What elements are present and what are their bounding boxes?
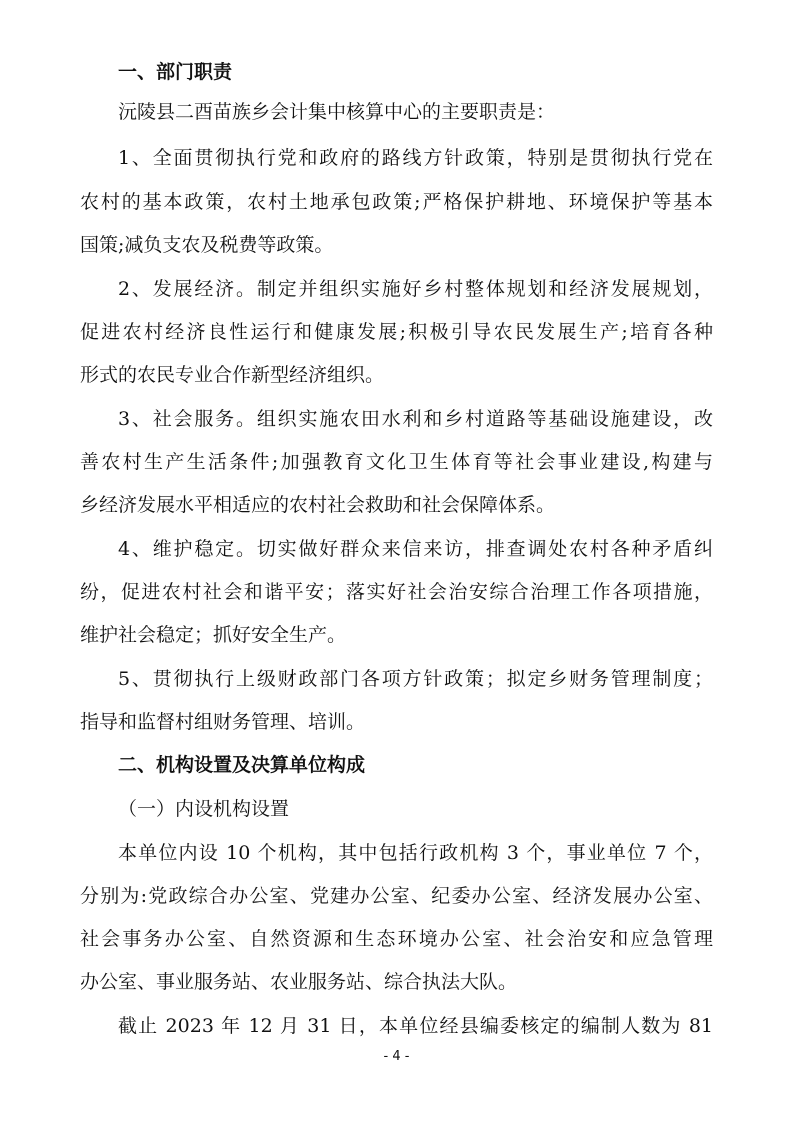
- para-line2: 分别为:党政综合办公室、党建办公室、纪委办公室、经济发展办公室、: [80, 885, 713, 907]
- item4-line2: 纷，促进农村社会和谐平安；落实好社会治安综合治理工作各项措施，: [80, 581, 713, 603]
- item2-line3: 形式的农民专业合作新型经济组织。: [80, 364, 385, 386]
- item1-line3: 国策;减负支农及税费等政策。: [80, 234, 334, 256]
- item4-line3: 维护社会稳定；抓好安全生产。: [80, 624, 347, 646]
- section1-heading: 一、部门职责: [118, 61, 233, 83]
- section2-heading: 二、机构设置及决算单位构成: [118, 754, 366, 776]
- item2-line2: 促进农村经济良性运行和健康发展;积极引导农民发展生产;培育各种: [80, 321, 713, 343]
- item3-line1: 3、社会服务。组织实施农田水利和乡村道路等基础设施建设，改: [118, 408, 713, 430]
- section1-intro: 沅陵县二酉苗族乡会计集中核算中心的主要职责是：: [118, 101, 556, 123]
- item2-line1: 2、发展经济。制定并组织实施好乡村整体规划和经济发展规划，: [118, 278, 713, 300]
- para-line1: 本单位内设 10 个机构，其中包括行政机构 3 个，事业单位 7 个，: [118, 842, 713, 864]
- item3-line3: 乡经济发展水平相适应的农村社会救助和社会保障体系。: [80, 494, 556, 516]
- para-line4: 办公室、事业服务站、农业服务站、综合执法大队。: [80, 971, 518, 993]
- para-line3: 社会事务办公室、自然资源和生态环境办公室、社会治安和应急管理: [80, 928, 713, 950]
- item4-line1: 4、维护稳定。切实做好群众来信来访，排查调处农村各种矛盾纠: [118, 538, 713, 560]
- item3-line2: 善农村生产生活条件;加强教育文化卫生体育等社会事业建设,构建与: [80, 451, 713, 473]
- last-line: 截止 2023 年 12 月 31 日，本单位经县编委核定的编制人数为 81: [118, 1015, 713, 1037]
- item1-line1: 1、全面贯彻执行党和政府的路线方针政策，特别是贯彻执行党在: [118, 147, 713, 169]
- item5-line2: 指导和监督村组财务管理、培训。: [80, 711, 366, 733]
- page-number: - 4 -: [383, 1049, 410, 1064]
- section2-subheading: （一）内设机构设置: [118, 798, 290, 820]
- item5-line1: 5、贯彻执行上级财政部门各项方针政策；拟定乡财务管理制度；: [118, 668, 713, 690]
- item1-line2: 农村的基本政策，农村土地承包政策;严格保护耕地、环境保护等基本: [80, 191, 713, 213]
